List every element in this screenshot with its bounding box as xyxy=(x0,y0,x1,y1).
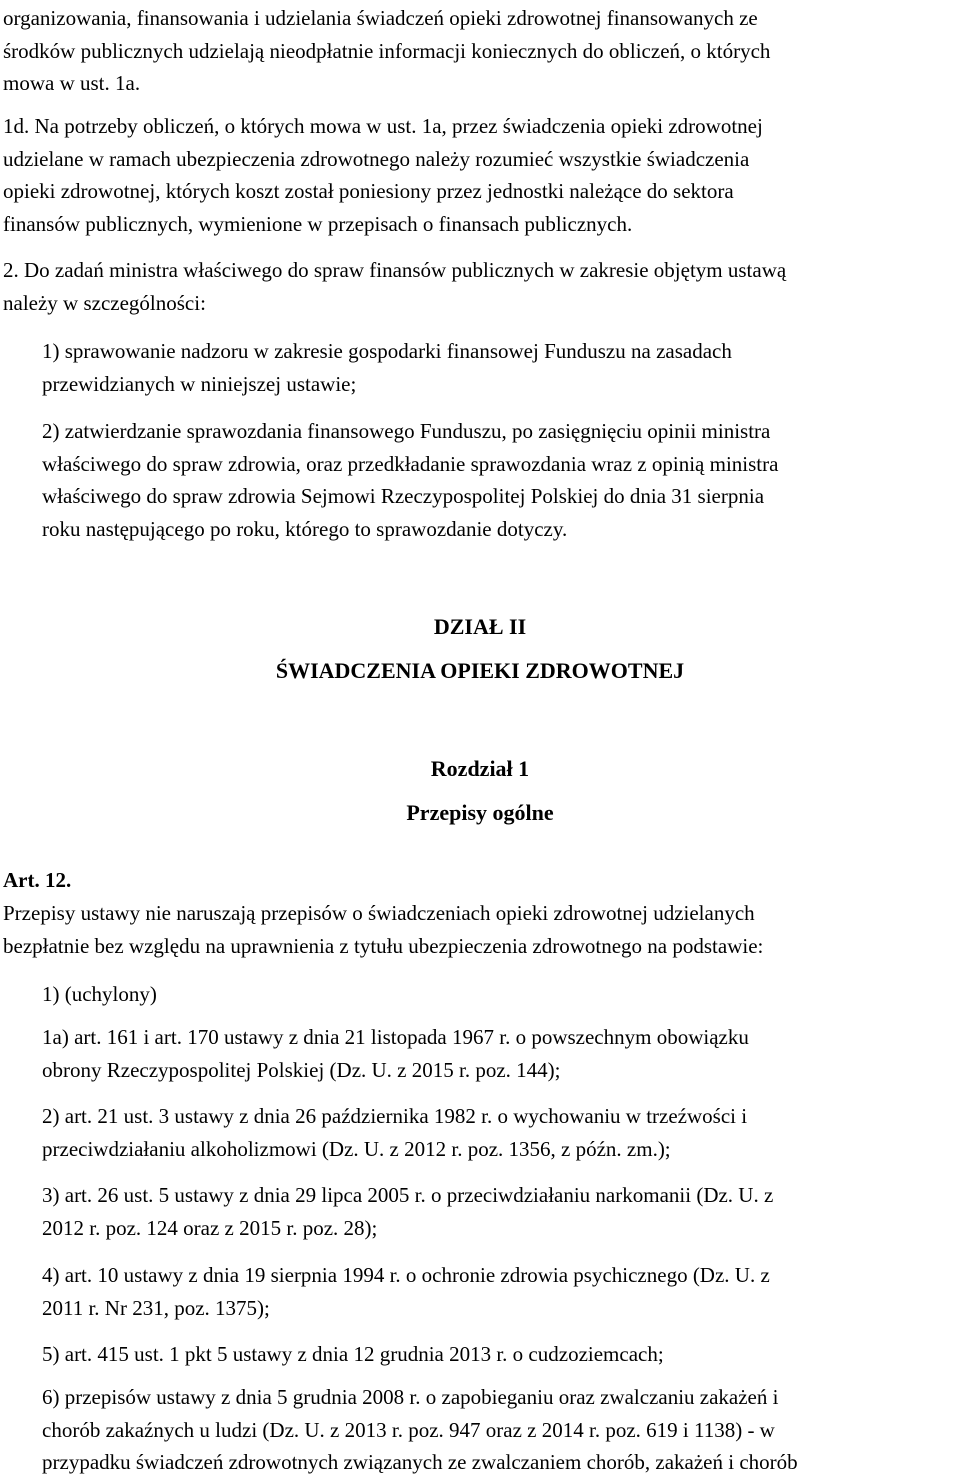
text-line: przypadku świadczeń zdrowotnych związanych ze zwalczaniem chorób, zakażeń i chorób xyxy=(42,1450,798,1474)
division-title: ŚWIADCZENIA OPIEKI ZDROWOTNEJ xyxy=(275,658,685,683)
text-line: 2) art. 21 ust. 3 ustawy z dnia 26 października 1982 r. o wychowaniu w trzeźwości i xyxy=(42,1104,748,1128)
article-point-2 xyxy=(0,1100,747,1165)
text-line: 2012 r. poz. 124 oraz z 2015 r. poz. 28); xyxy=(42,1215,378,1240)
text-line: 4) art. 10 ustawy z dnia 19 sierpnia 1994 r. o ochronie zdrowia psychicznego (Dz. U. z xyxy=(42,1263,770,1287)
text-line: przeciwdziałaniu alkoholizmowi (Dz. U. z 2012 r. poz. 1356, z późn. zm.); xyxy=(42,1136,671,1161)
chapter-heading: Rozdział 1 xyxy=(430,756,530,781)
text-line: 1) sprawowanie nadzoru w zakresie gospodarki finansowej Funduszu na zasadach xyxy=(42,339,732,363)
paragraph-2-point-1 xyxy=(0,335,732,400)
text-line: 2011 r. Nr 231, poz. 1375); xyxy=(42,1295,270,1320)
text-line: udzielane w ramach ubezpieczenia zdrowotnego należy rozumieć wszystkie świadczenia xyxy=(3,146,750,171)
article-point-3 xyxy=(0,1179,773,1244)
article-point-6 xyxy=(0,1381,798,1479)
text-line: właściwego do spraw zdrowia, oraz przedkładanie sprawozdania wraz z opinią ministra xyxy=(42,451,779,476)
text-line: właściwego do spraw zdrowia Sejmowi Rzeczypospolitej Polskiej do dnia 31 sierpnia xyxy=(42,484,765,508)
paragraph-1d xyxy=(0,110,763,240)
text-line: roku następującego po roku, którego to sprawozdanie dotyczy. xyxy=(42,516,568,541)
text-line: 1a) art. 161 i art. 170 ustawy z dnia 21 listopada 1967 r. o powszechnym obowiązku xyxy=(42,1025,749,1049)
text-line: 2. Do zadań ministra właściwego do spraw finansów publicznych w zakresie objętym ustawą xyxy=(3,258,787,282)
text-line: 1d. Na potrzeby obliczeń, o których mowa w ust. 1a, przez świadczenia opieki zdrowotnej xyxy=(3,114,763,138)
article-point-1 xyxy=(0,978,157,1011)
chapter-title: Przepisy ogólne xyxy=(406,800,554,825)
article-point-1a xyxy=(0,1021,749,1086)
text-line: 1) (uchylony) xyxy=(42,982,157,1006)
text-line: 2) zatwierdzanie sprawozdania finansowego Funduszu, po zasięgnięciu opinii ministra xyxy=(42,419,771,443)
text-line: finansów publicznych, wymienione w przepisach o finansach publicznych. xyxy=(3,211,633,236)
paragraph-2-point-2 xyxy=(0,415,778,545)
text-line: bezpłatnie bez względu na uprawnienia z tytułu ubezpieczenia zdrowotnego na podstawie: xyxy=(3,933,764,958)
article-number: Art. 12. xyxy=(3,868,72,892)
text-line: 5) art. 415 ust. 1 pkt 5 ustawy z dnia 12 grudnia 2013 r. o cudzoziemcach; xyxy=(42,1342,664,1366)
text-line: chorób zakaźnych u ludzi (Dz. U. z 2013 r. poz. 947 oraz z 2014 r. poz. 619 i 1138) - w xyxy=(42,1417,775,1442)
text-line: 6) przepisów ustawy z dnia 5 grudnia 2008 r. o zapobieganiu oraz zwalczaniu zakażeń i xyxy=(42,1385,779,1409)
text-line: 3) art. 26 ust. 5 ustawy z dnia 29 lipca 2005 r. o przeciwdziałaniu narkomanii (Dz. U. z xyxy=(42,1183,774,1207)
text-line: przewidzianych w niniejszej ustawie; xyxy=(42,371,357,396)
article-point-4 xyxy=(0,1259,770,1324)
text-line: Przepisy ustawy nie naruszają przepisów o świadczeniach opieki zdrowotnej udzielanych xyxy=(3,901,755,925)
article-point-5 xyxy=(0,1338,664,1371)
article-intro xyxy=(0,897,763,962)
paragraph-2 xyxy=(0,254,786,319)
text-line: organizowania, finansowania i udzielania świadczeń opieki zdrowotnej finansowanych ze xyxy=(3,6,758,30)
text-line: środków publicznych udzielają nieodpłatnie informacji koniecznych do obliczeń, o których xyxy=(3,38,771,63)
text-line: obrony Rzeczypospolitej Polskiej (Dz. U. z 2015 r. poz. 144); xyxy=(42,1057,561,1082)
text-line: opieki zdrowotnej, których koszt został poniesiony przez jednostki należące do sektora xyxy=(3,179,734,203)
division-heading: DZIAŁ II xyxy=(433,614,527,639)
paragraph-1c-continuation xyxy=(0,2,770,100)
text-line: należy w szczególności: xyxy=(3,290,206,315)
text-line: mowa w ust. 1a. xyxy=(3,71,141,95)
